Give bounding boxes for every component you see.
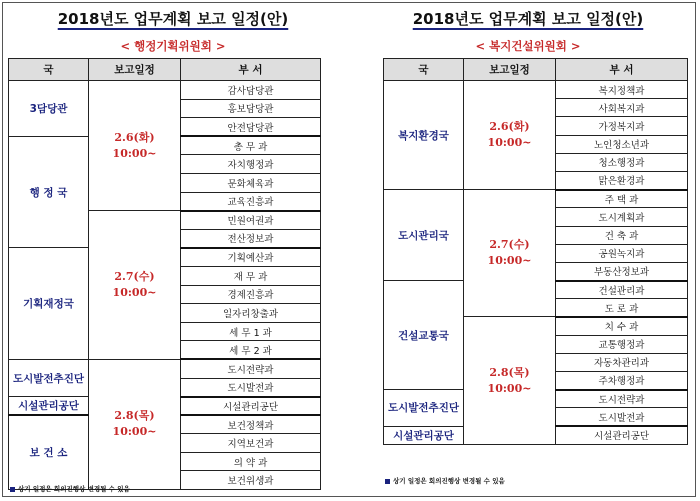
dept-cell: 지역보건과 (181, 434, 321, 453)
dept-cell: 홍보담당관 (181, 99, 321, 118)
dept-cell: 도시전략과 (556, 390, 688, 408)
dept-cell: 치 수 과 (556, 317, 688, 335)
right-title: 2018년도 업무계획 보고 일정(안) (412, 10, 644, 28)
header-bureau: 국 (9, 59, 89, 81)
dept-cell: 건설관리과 (556, 281, 688, 299)
date-cell: 2.7(수) 10:00~ (464, 190, 556, 317)
bureau-cell: 복지환경국 (384, 81, 464, 190)
date-cell: 2.7(수) 10:00~ (89, 211, 181, 360)
header-date: 보고일정 (89, 59, 181, 81)
bureau-cell: 보 건 소 (9, 415, 89, 489)
dept-cell: 부동산정보과 (556, 262, 688, 280)
dept-cell: 도시발전과 (181, 378, 321, 397)
bureau-cell: 시설관리공단 (9, 397, 89, 416)
dept-cell: 도시전략과 (181, 359, 321, 378)
date-cell: 2.6(화) 10:00~ (89, 81, 181, 211)
header-bureau: 국 (384, 59, 464, 81)
bureau-cell: 행 정 국 (9, 136, 89, 248)
dept-cell: 가정복지과 (556, 117, 688, 135)
bureau-cell: 시설관리공단 (384, 426, 464, 444)
dept-cell: 공원녹지과 (556, 244, 688, 262)
dept-cell: 도 로 과 (556, 299, 688, 317)
date-cell: 2.8(목) 10:00~ (89, 359, 181, 489)
dept-cell: 의 약 과 (181, 452, 321, 471)
dept-cell: 안전담당관 (181, 118, 321, 137)
dept-cell: 주 택 과 (556, 190, 688, 208)
header-dept: 부 서 (556, 59, 688, 81)
dept-cell: 자동차관리과 (556, 353, 688, 371)
header-dept: 부 서 (181, 59, 321, 81)
dept-cell: 교통행정과 (556, 335, 688, 353)
dept-cell: 보건정책과 (181, 415, 321, 434)
bureau-cell: 건설교통국 (384, 281, 464, 390)
left-schedule-table (8, 58, 321, 490)
dept-cell: 주차행정과 (556, 372, 688, 390)
dept-cell: 교육진흥과 (181, 192, 321, 211)
bureau-cell: 도시발전추진단 (9, 359, 89, 396)
dept-cell: 총 무 과 (181, 136, 321, 155)
dept-cell: 도시발전과 (556, 408, 688, 426)
dept-cell: 시설관리공단 (181, 397, 321, 416)
bureau-cell: 3담당관 (9, 81, 89, 137)
dept-cell: 문화체육과 (181, 173, 321, 192)
dept-cell: 사회복지과 (556, 99, 688, 117)
dept-cell: 자치행정과 (181, 155, 321, 174)
dept-cell: 재 무 과 (181, 266, 321, 285)
dept-cell: 세 무 1 과 (181, 322, 321, 341)
dept-cell: 경제진흥과 (181, 285, 321, 304)
left-committee: < 행정기획위원회 > (120, 39, 226, 53)
left-title: 2018년도 업무계획 보고 일정(안) (57, 10, 289, 28)
dept-cell: 일자리창출과 (181, 304, 321, 323)
dept-cell: 보건위생과 (181, 471, 321, 490)
dept-cell: 시설관리공단 (556, 426, 688, 444)
dept-cell: 청소행정과 (556, 153, 688, 171)
dept-cell: 맑은환경과 (556, 171, 688, 189)
date-cell: 2.8(목) 10:00~ (464, 317, 556, 444)
dept-cell: 민원여권과 (181, 211, 321, 230)
right-committee: < 복지건설위원회 > (475, 39, 581, 53)
bureau-cell: 기획재정국 (9, 248, 89, 360)
dept-cell: 기획예산과 (181, 248, 321, 267)
right-schedule-table (383, 58, 688, 445)
date-cell: 2.6(화) 10:00~ (464, 81, 556, 190)
bureau-cell: 도시관리국 (384, 190, 464, 281)
dept-cell: 세 무 2 과 (181, 341, 321, 360)
bureau-cell: 도시발전추진단 (384, 390, 464, 426)
left-note: 상기 일정은 회의진행상 변경될 수 있음 (10, 484, 130, 493)
dept-cell: 복지정책과 (556, 81, 688, 99)
header-date: 보고일정 (464, 59, 556, 81)
right-note: 상기 일정은 회의진행상 변경될 수 있음 (385, 476, 505, 485)
dept-cell: 건 축 과 (556, 226, 688, 244)
dept-cell: 전산정보과 (181, 229, 321, 248)
dept-cell: 도시계획과 (556, 208, 688, 226)
dept-cell: 노인청소년과 (556, 135, 688, 153)
dept-cell: 감사담당관 (181, 81, 321, 100)
